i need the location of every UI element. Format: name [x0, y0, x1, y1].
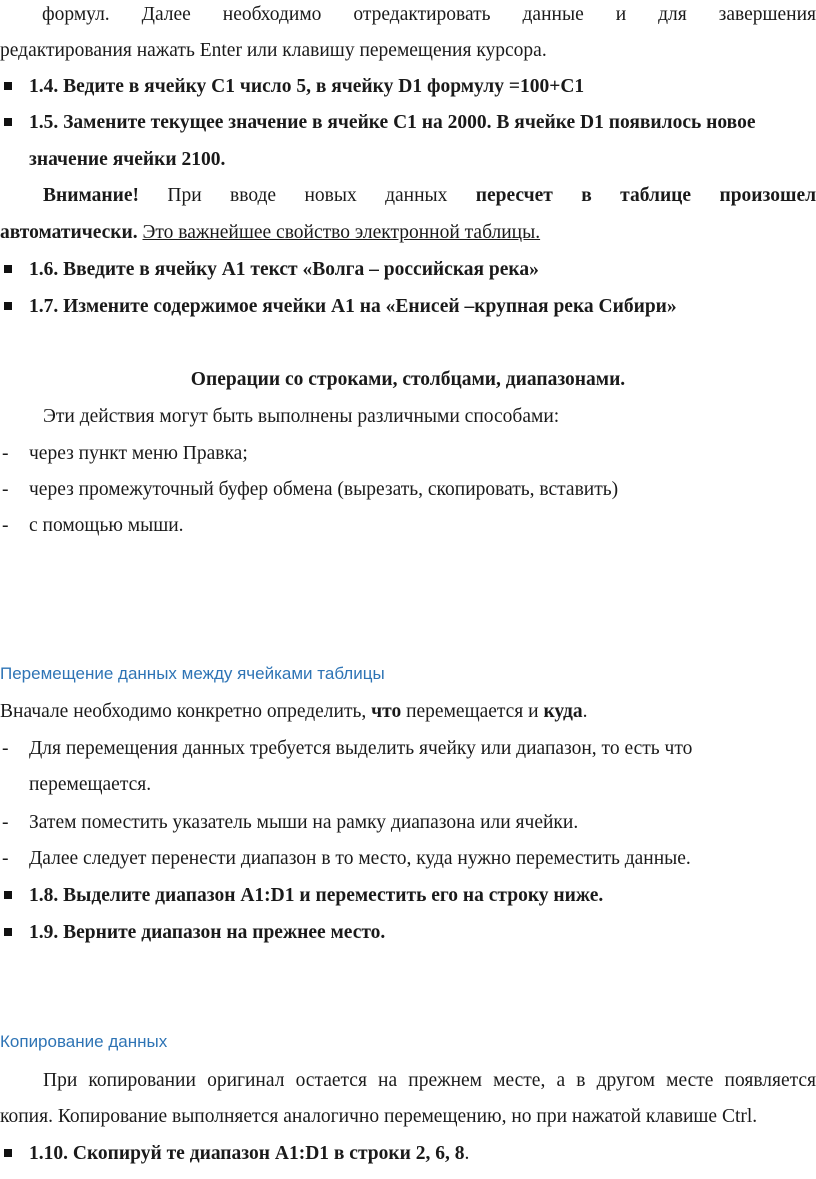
bullet-square-icon	[4, 302, 12, 310]
bullet-square-icon	[4, 891, 12, 899]
attention-line-1: Внимание! При вводе новых данных пересчет в таблице произошел	[43, 185, 816, 206]
bullet-square-icon	[4, 928, 12, 936]
bullet-square-icon	[4, 82, 12, 90]
bullet-square-icon	[4, 265, 12, 273]
operations-title: Операции со строками, столбцами, диапазонами.	[190, 369, 626, 390]
copying-heading: Копирование данных	[0, 1032, 168, 1051]
attention-line-2: автоматически. Это важнейшее свойство электронной таблицы.	[0, 222, 541, 243]
copying-para-line-2: копия. Копирование выполняется аналогично перемещению, но при нажатой клавише Ctrl.	[0, 1106, 758, 1127]
intro-line-1: формул. Далее необходимо отредактировать данные и для завершения	[42, 4, 816, 25]
moving-heading: Перемещение данных между ячейками таблицы	[0, 664, 385, 683]
copying-para-line-1: При копировании оригинал остается на прежнем месте, а в другом месте появляется	[43, 1070, 816, 1091]
bullet-square-icon	[4, 1149, 12, 1157]
moving-intro: Вначале необходимо конкретно определить, что перемещается и куда.	[0, 701, 588, 722]
intro-line-2: редактирования нажать Enter или клавишу перемещения курсора.	[0, 40, 547, 61]
bullet-square-icon	[4, 118, 12, 126]
operations-intro: Эти действия могут быть выполнены различными способами:	[43, 406, 560, 427]
